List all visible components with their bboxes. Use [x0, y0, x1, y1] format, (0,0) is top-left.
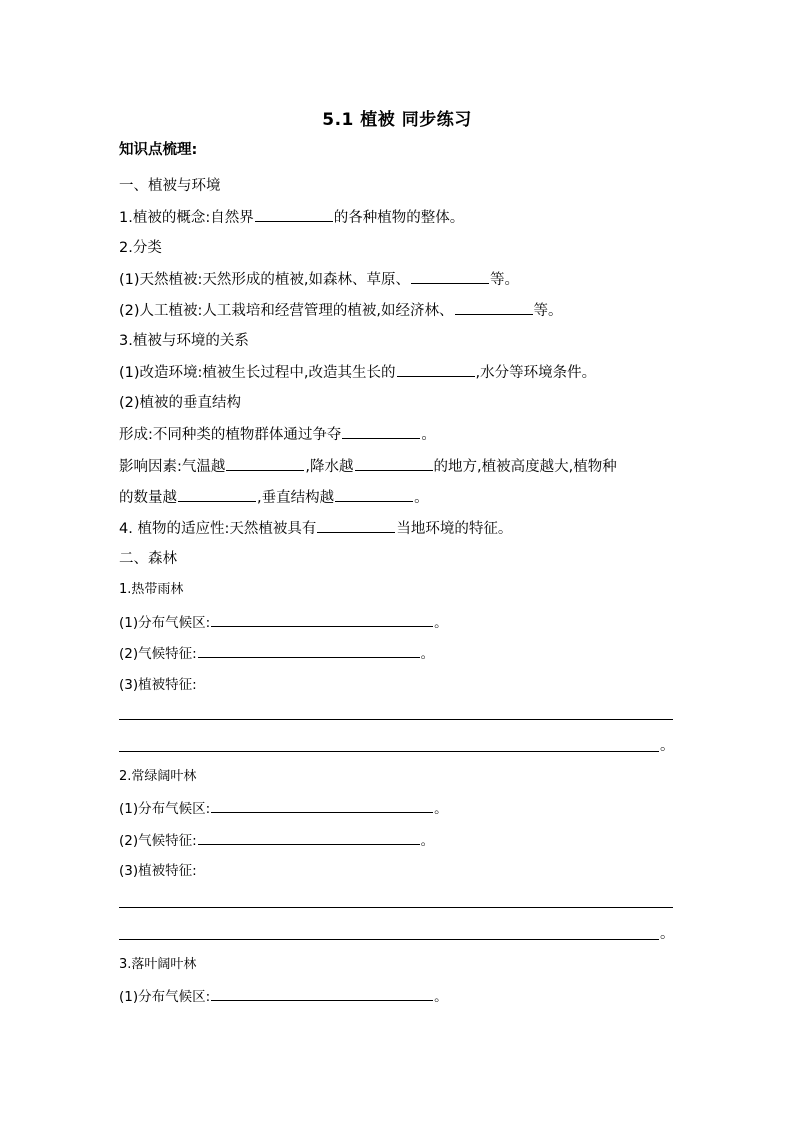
question-factors: 影响因素:气温越 ,降水越 的地方,植被高度越大,植物种	[119, 456, 617, 477]
answer-blank[interactable]	[455, 300, 533, 315]
answer-blank[interactable]	[198, 643, 420, 658]
question-vegetation-features: (3)植被特征:	[119, 863, 197, 879]
question-modify-environment: (1)改造环境:植被生长过程中,改造其生长的 ,水分等环境条件。	[119, 362, 596, 383]
answer-blank[interactable]	[211, 798, 433, 813]
line-end-mark: 。	[660, 738, 675, 754]
question-formation: 形成:不同种类的植物群体通过争夺 。	[119, 424, 436, 445]
section-title-2: 二、森林	[119, 551, 177, 567]
answer-blank[interactable]	[335, 487, 413, 502]
answer-blank[interactable]	[411, 269, 489, 284]
answer-blank[interactable]	[317, 518, 395, 533]
question-factors-cont: 的数量越 ,垂直结构越 。	[119, 487, 429, 508]
answer-blank[interactable]	[211, 612, 433, 627]
question-vegetation-features: (3)植被特征:	[119, 677, 197, 693]
question-climate-zone: (1)分布气候区: 。	[119, 612, 448, 633]
answer-blank[interactable]	[178, 487, 256, 502]
answer-line[interactable]	[119, 939, 659, 940]
question-climate-zone: (1)分布气候区: 。	[119, 986, 448, 1007]
answer-blank[interactable]	[198, 830, 420, 845]
line-end-mark: 。	[660, 926, 675, 942]
section-title-1: 一、植被与环境	[119, 178, 221, 194]
forest-title-2: 2.常绿阔叶林	[119, 769, 197, 784]
subheading-vertical-structure: (2)植被的垂直结构	[119, 395, 242, 411]
question-natural-vegetation: (1)天然植被:天然形成的植被,如森林、草原、 等。	[119, 269, 519, 290]
question-climate-zone: (1)分布气候区: 。	[119, 798, 448, 819]
answer-blank[interactable]	[355, 456, 433, 471]
answer-blank[interactable]	[255, 207, 333, 222]
question-climate-features: (2)气候特征: 。	[119, 643, 434, 664]
forest-title-3: 3.落叶阔叶林	[119, 957, 197, 972]
answer-blank[interactable]	[397, 362, 475, 377]
question-climate-features: (2)气候特征: 。	[119, 830, 434, 851]
forest-title-1: 1.热带雨林	[119, 582, 184, 597]
question-adaptation: 4. 植物的适应性:天然植被具有 当地环境的特征。	[119, 518, 512, 539]
subheading-relationship: 3.植被与环境的关系	[119, 333, 249, 349]
answer-blank[interactable]	[342, 424, 420, 439]
answer-blank[interactable]	[226, 456, 304, 471]
subheading-classification: 2.分类	[119, 240, 162, 256]
answer-blank[interactable]	[211, 986, 433, 1001]
question-artificial-vegetation: (2)人工植被:人工栽培和经营管理的植被,如经济林、 等。	[119, 300, 563, 321]
page-title: 5.1 植被 同步练习	[322, 110, 472, 130]
answer-line[interactable]	[119, 907, 673, 908]
question-concept: 1.植被的概念:自然界 的各种植物的整体。	[119, 207, 464, 228]
answer-line[interactable]	[119, 751, 659, 752]
section-heading: 知识点梳理:	[119, 142, 198, 158]
answer-line[interactable]	[119, 719, 673, 720]
